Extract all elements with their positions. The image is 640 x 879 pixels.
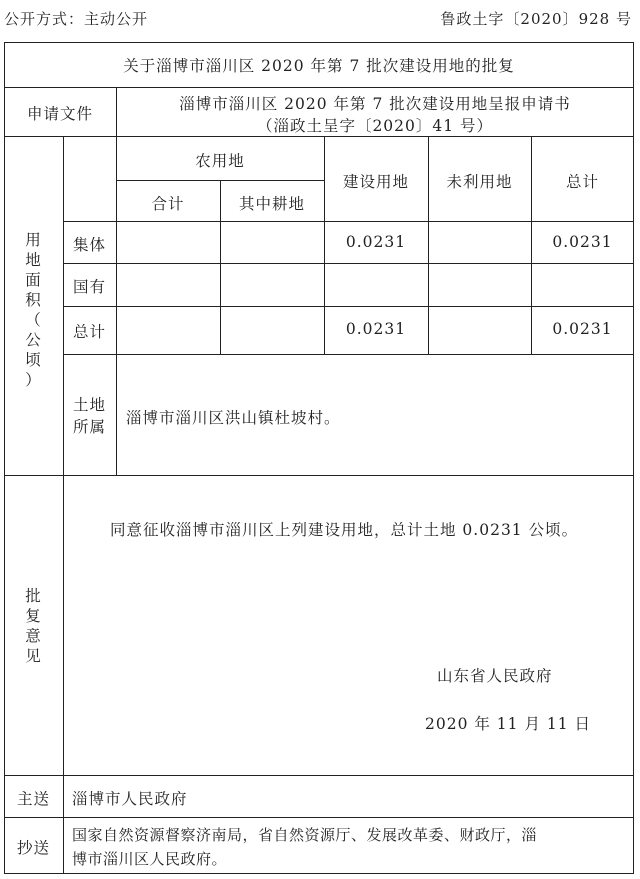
rule-below-collective: [63, 263, 634, 264]
rule-cc-split: [63, 817, 64, 874]
send-to-label: 主送: [16, 790, 50, 808]
application-title: 淄博市淄川区 2020 年第 7 批次建设用地呈报申请书: [179, 95, 571, 113]
rule-below-total: [63, 354, 634, 355]
send-to-value: 淄博市人民政府: [72, 790, 188, 808]
rule-below-state: [63, 306, 634, 307]
rule-unused: [428, 136, 429, 354]
rule-below-send: [4, 817, 634, 818]
cc-line-1: 国家自然资源督察济南局，省自然资源厅、发展改革委、财政厅，淄: [72, 826, 538, 844]
header-unused-land: 未利用地: [446, 173, 513, 191]
cell-collective-construction: 0.0231: [345, 233, 407, 251]
location-label: 土地 所属: [72, 396, 106, 436]
row-label-state: 国有: [72, 278, 106, 296]
document-number: 鲁政土字〔2020〕928 号: [440, 10, 632, 28]
approval-date: 2020 年 11 月 11 日: [425, 715, 592, 733]
application-reference: （淄政土呈字〔2020〕41 号）: [256, 117, 494, 135]
location-value: 淄博市淄川区洪山镇杜坡村。: [126, 409, 341, 427]
header-total: 总计: [565, 173, 599, 191]
approval-issuer: 山东省人民政府: [437, 667, 553, 685]
cell-total-construction: 0.0231: [345, 320, 407, 338]
rule-below-area: [4, 475, 634, 476]
document-title: 关于淄博市淄川区 2020 年第 7 批次建设用地的批复: [123, 57, 515, 75]
rule-below-title: [4, 87, 634, 88]
header-construction-land: 建设用地: [342, 173, 409, 191]
cc-label: 抄送: [16, 839, 50, 857]
cc-line-2: 博市淄川区人民政府。: [72, 850, 228, 868]
cell-collective-total: 0.0231: [552, 233, 613, 251]
disclosure-method: 公开方式：主动公开: [4, 10, 149, 28]
row-label-collective: 集体: [72, 236, 106, 254]
header-agricultural-land: 农用地: [195, 152, 245, 170]
rule-below-approval: [4, 775, 634, 776]
header-agri-total: 合计: [151, 195, 185, 213]
rule-row-label: [116, 136, 117, 475]
cell-total-total: 0.0231: [552, 320, 613, 338]
approval-text: 同意征收淄博市淄川区上列建设用地，总计土地 0.0231 公顷。: [110, 521, 579, 539]
rule-below-application: [4, 136, 634, 137]
row-label-total: 总计: [72, 323, 106, 341]
approval-side-label: 批 复 意 见: [25, 587, 41, 665]
land-area-side-label: 用 地 面 积 （ 公 顷 ）: [25, 231, 41, 389]
header-cultivated: 其中耕地: [238, 195, 305, 213]
rule-below-header: [63, 221, 634, 222]
application-label: 申请文件: [26, 105, 93, 123]
